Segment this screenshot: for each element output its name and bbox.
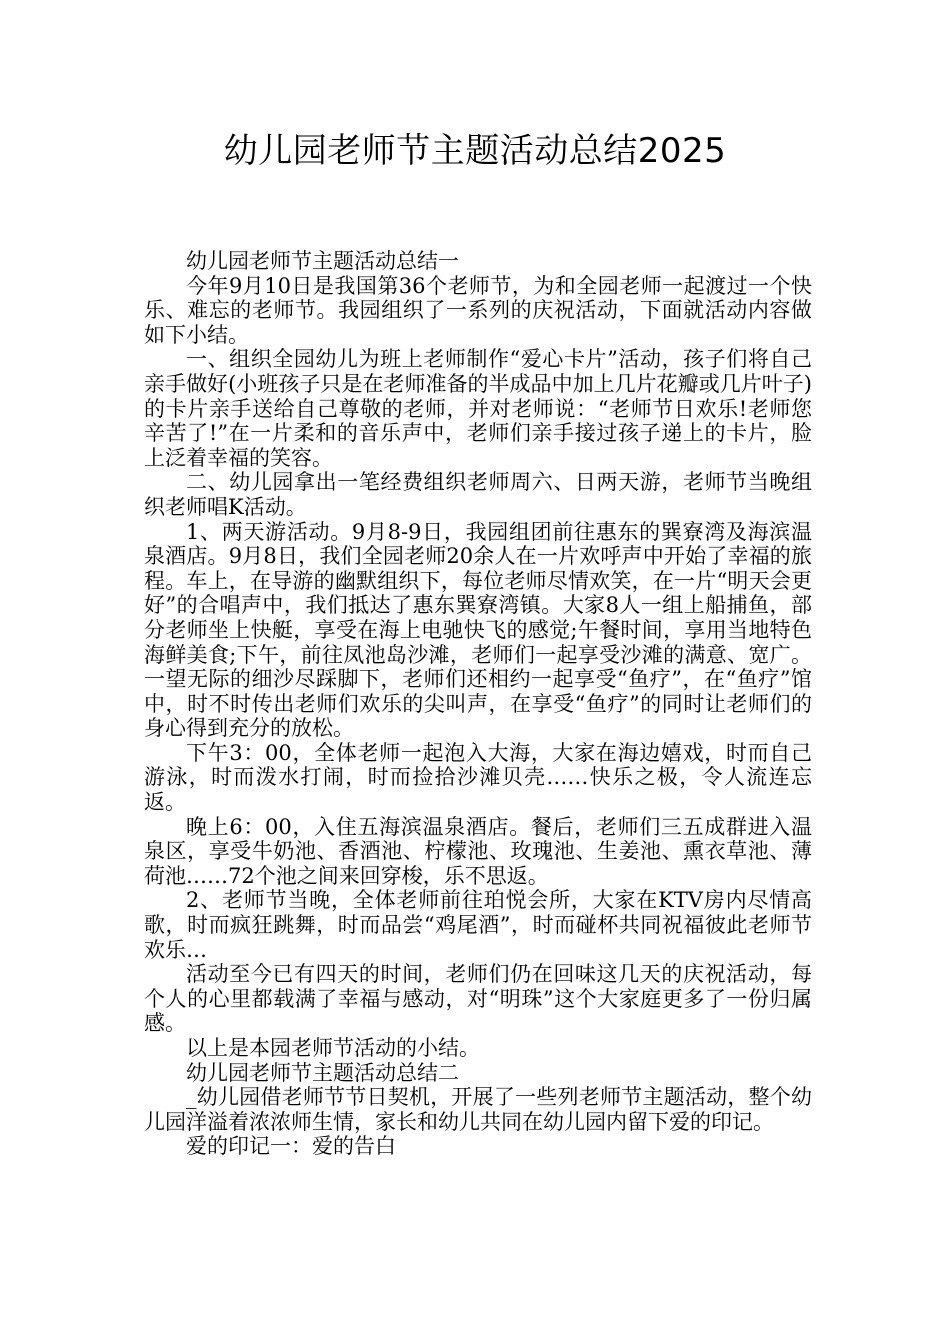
paragraph-afternoon-sea: 下午3：00，全体老师一起泡入大海，大家在海边嬉戏，时而自己游泳，时而泼水打闹，时而捡拾沙滩贝壳……快乐之极，令人流连忘返。 (144, 740, 812, 815)
paragraph-two-day-trip: 1、两天游活动。9月8-9日，我园组团前往惠东的巽寮湾及海滨温泉酒店。9月8日，我们全园老师20余人在一片欢呼声中开始了幸福的旅程。车上，在导游的幽默组织下，每位老师尽情欢笑，在一片“明天会更好”的合唱声中，我们抵达了惠东巽寮湾镇。大家8人一组上船捕鱼，部分老师坐上快艇，享受在海上电驰快飞的感觉;午餐时间，享用当地特色海鲜美食;下午，前往凤池岛沙滩，老师们一起享受沙滩的满意、宽广。一望无际的细沙尽踩脚下，老师们还相约一起享受“鱼疗”，在“鱼疗”馆中，时不时传出老师们欢乐的尖叫声，在享受“鱼疗”的同时让老师们的身心得到充分的放松。 (144, 519, 812, 741)
section-heading-1: 幼儿园老师节主题活动总结一 (186, 249, 459, 273)
paragraph-theme-intro: _幼儿园借老师节节日契机，开展了一些列老师节主题活动，整个幼儿园洋溢着浓浓师生情，家长和幼儿共同在幼儿园内留下爱的印记。 (144, 1085, 812, 1134)
paragraph-trip-funding: 二、幼儿园拿出一笔经费组织老师周六、日两天游，老师节当晚组织老师唱K活动。 (144, 470, 812, 519)
paragraph-reflection: 活动至今已有四天的时间，老师们仍在回味这几天的庆祝活动，每个人的心里都载满了幸福与感动，对“明珠”这个大家庭更多了一份归属感。 (144, 962, 812, 1036)
document-title: 幼儿园老师节主题活动总结2025 (223, 131, 727, 171)
section-heading-2: 幼儿园老师节主题活动总结二 (186, 1060, 459, 1085)
subheading-love-mark-1: 爱的印记一：爱的告白 (186, 1134, 396, 1159)
document-body (144, 249, 812, 1159)
paragraph-summary-end: 以上是本园老师节活动的小结。 (186, 1036, 480, 1060)
paragraph-ktv-night: 2、老师节当晚，全体老师前往珀悦会所，大家在KTV房内尽情高歌，时而疯狂跳舞，时而品尝“鸡尾酒”，时而碰杯共同祝福彼此老师节欢乐… (144, 888, 812, 962)
paragraph-evening-hotspring: 晚上6：00，入住五海滨温泉酒店。餐后，老师们三五成群进入温泉区，享受牛奶池、香酒池、柠檬池、玫瑰池、生姜池、熏衣草池、薄荷池……72个池之间来回穿梭，乐不思返。 (144, 814, 812, 888)
paragraph-intro: 今年9月10日是我国第36个老师节，为和全园老师一起渡过一个快乐、难忘的老师节。我园组织了一系列的庆祝活动，下面就活动内容做如下小结。 (144, 273, 812, 347)
paragraph-love-cards: 一、组织全园幼儿为班上老师制作“爱心卡片”活动，孩子们将自己亲手做好(小班孩子只是在老师准备的半成品中加上几片花瓣或几片叶子)的卡片亲手送给自己尊敬的老师，并对老师说：“老师节日欢乐!老师您辛苦了!”在一片柔和的音乐声中，老师们亲手接过孩子递上的卡片，脸上泛着幸福的笑容。 (144, 347, 812, 470)
